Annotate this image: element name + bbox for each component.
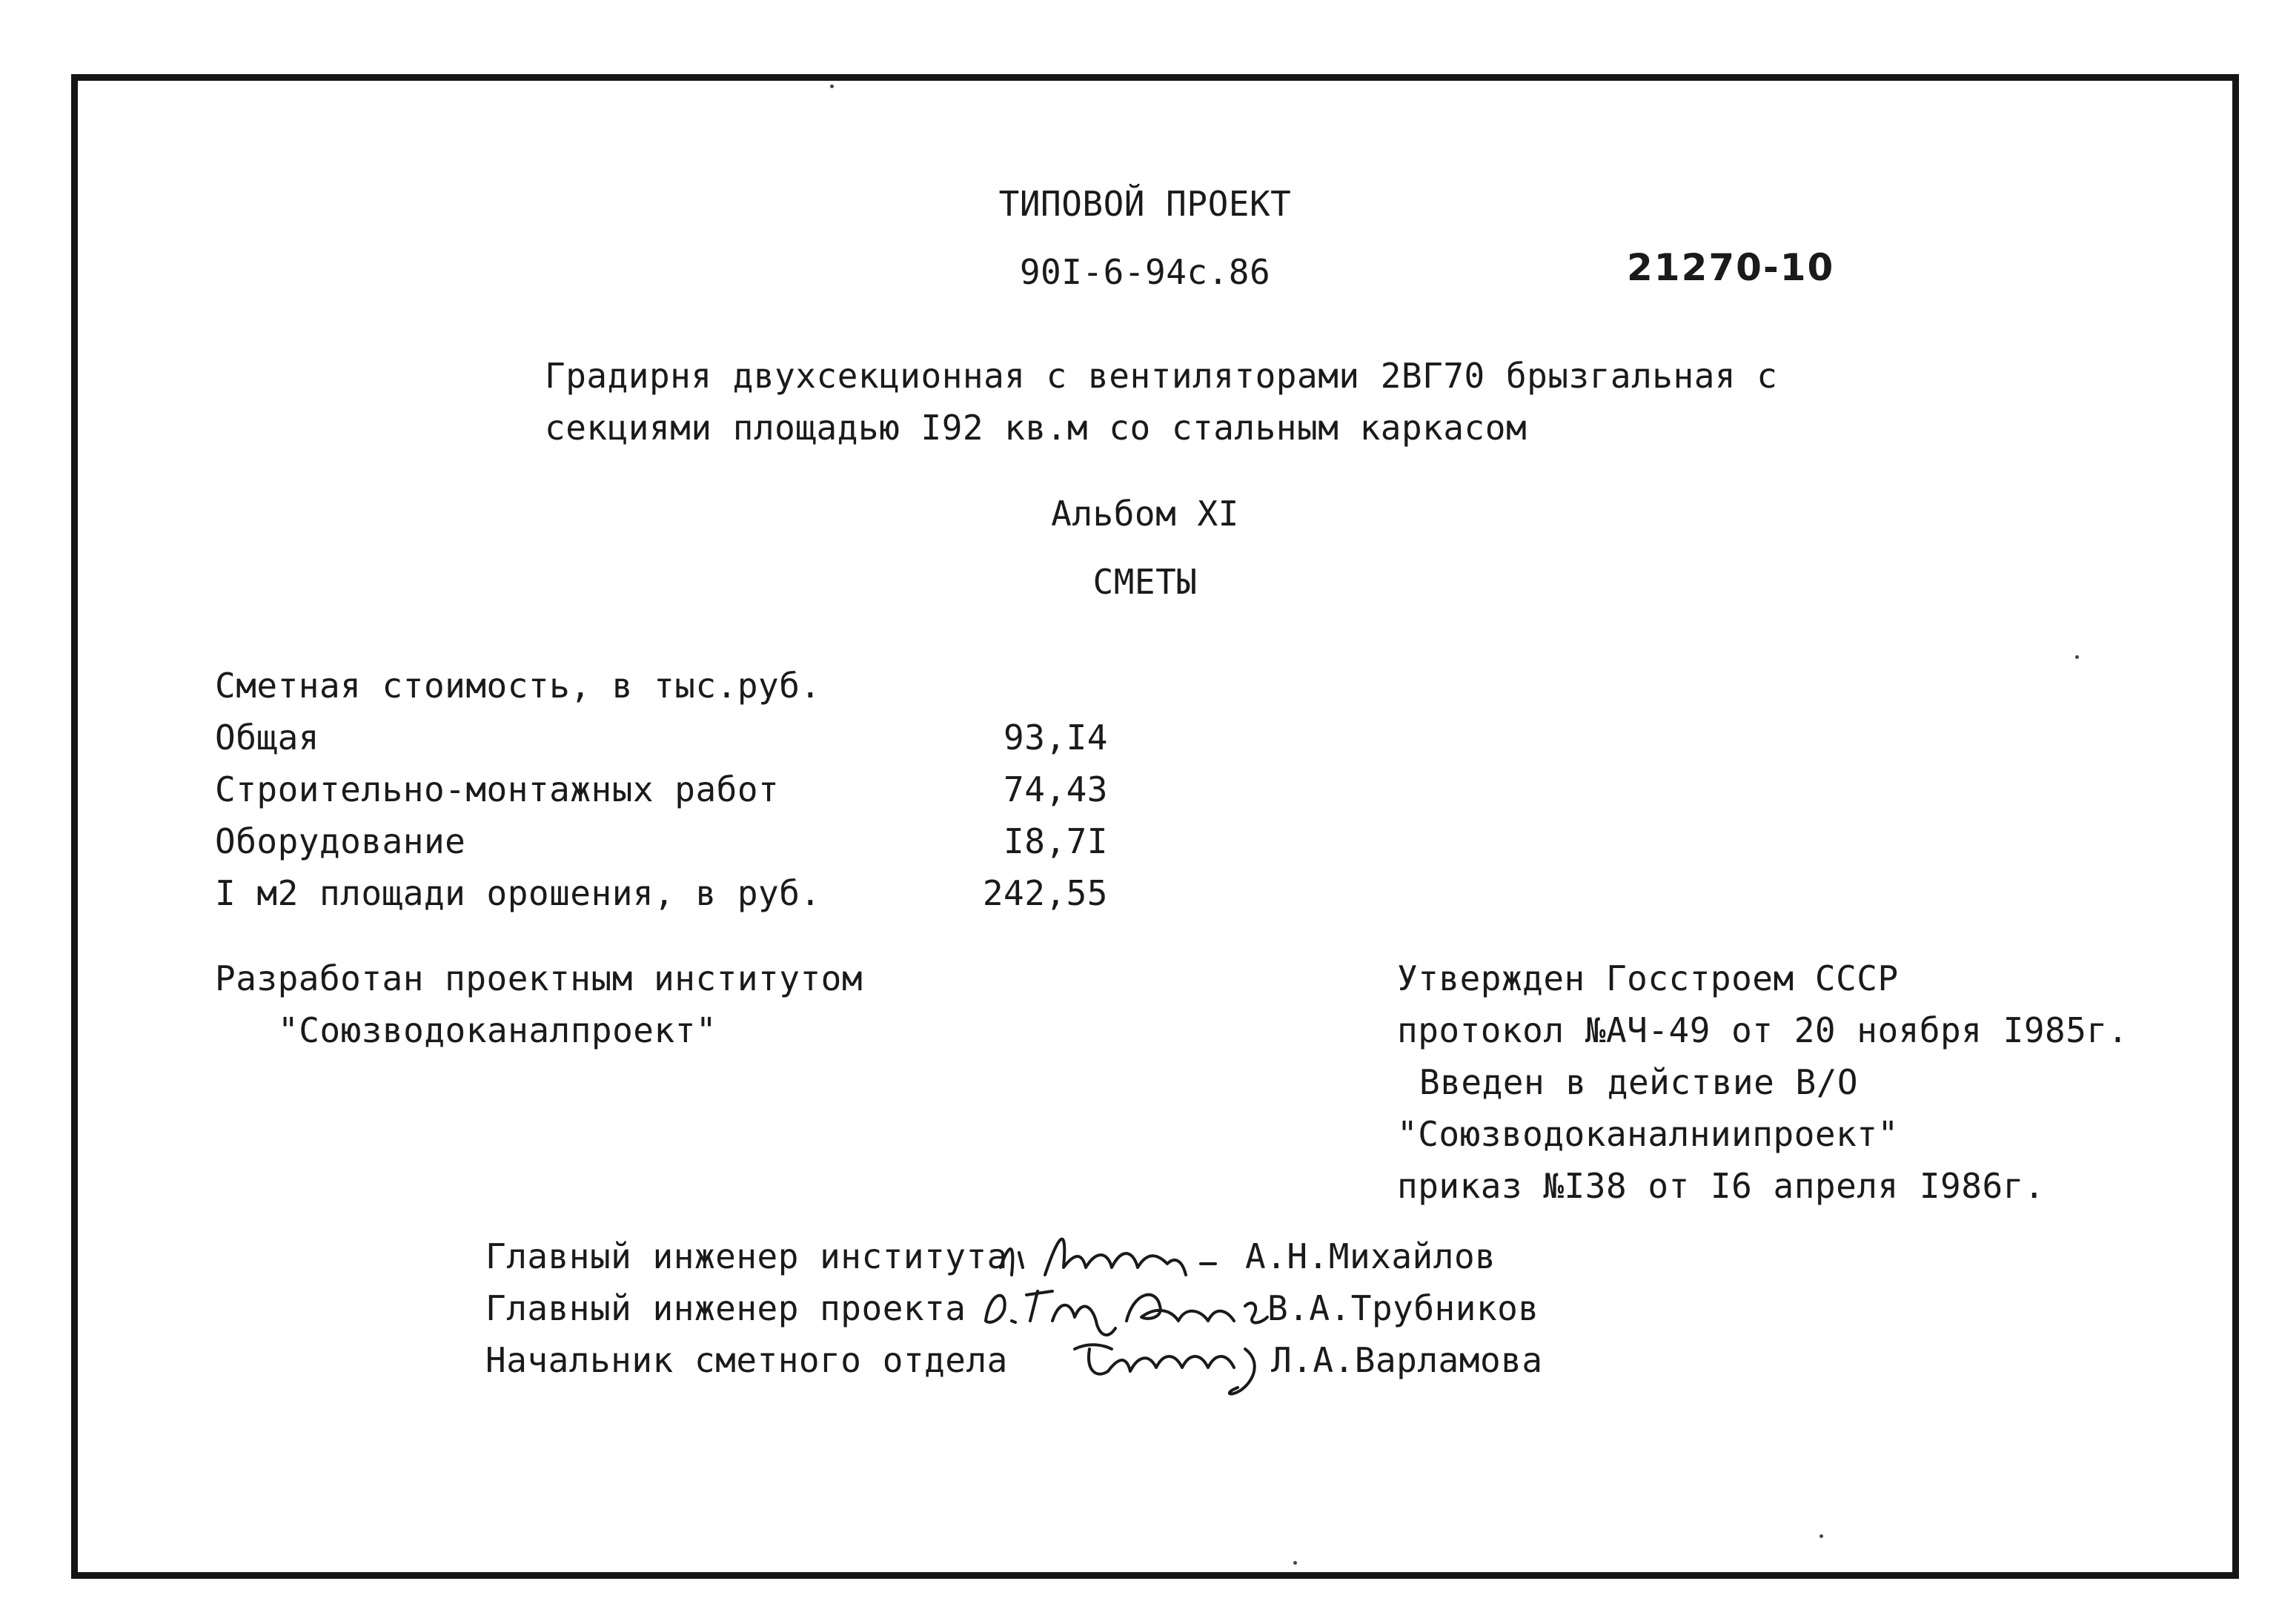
signatory-role: Начальник сметного отдела [485,1340,1008,1380]
signatory-name: Л.А.Варламова [1271,1340,1543,1380]
cost-row-label: Строительно-монтажных работ [215,769,780,809]
approval-line3: Введен в действие В/О [1419,1062,1859,1102]
approval-line5: приказ №I38 от I6 апреля I986г. [1397,1166,2046,1206]
cost-heading: Сметная стоимость, в тыс.руб. [215,666,821,706]
cost-row-label: Общая [215,717,319,758]
cost-row-value: 74,43 [1004,769,1108,809]
album-subtitle: СМЕТЫ [1092,562,1198,602]
cost-row-label: I м2 площади орошения, в руб. [215,873,821,913]
cost-row-value: 242,55 [982,873,1108,913]
signatory-role: Главный инженер института [485,1236,1008,1276]
approval-line4: "Союзводоканалниипроект" [1397,1114,1899,1154]
scan-speck [1293,1561,1297,1565]
scan-speck [830,84,834,88]
signature-varlamova-icon [1067,1319,1290,1401]
archive-number: 21270-10 [1627,246,1835,289]
project-description-line2: секциями площадью I92 кв.м со стальным каркасом [545,408,1527,448]
signatory-name: В.А.Трубников [1267,1288,1539,1328]
approval-line1: Утвержден Госстроем СССР [1397,958,1899,998]
document-title: ТИПОВОЙ ПРОЕКТ [998,184,1292,224]
cost-row-label: Оборудование [215,821,466,861]
signatory-role: Главный инженер проекта [485,1288,966,1328]
scan-speck [1819,1534,1823,1538]
developer-line1 [215,952,863,1004]
project-description-line1: Градирня двухсекционная с вентиляторами 2ВГ70 брызгальная с [545,356,1778,396]
scan-speck [2075,655,2079,659]
developer-institute: "Союзводоканалпроект" [278,1010,717,1050]
project-number: 90I-6-94с.86 [1019,252,1271,292]
album-label: Альбом XI [1051,494,1239,534]
signatory-name: А.Н.Михайлов [1245,1236,1496,1276]
approval-line2: протокол №АЧ-49 от 20 ноября I985г. [1397,1010,2129,1050]
cost-row-value: 93,I4 [1004,717,1108,758]
cost-row-value: I8,7I [1004,821,1108,861]
developer-text: Разработан проектным институтом [215,958,863,998]
